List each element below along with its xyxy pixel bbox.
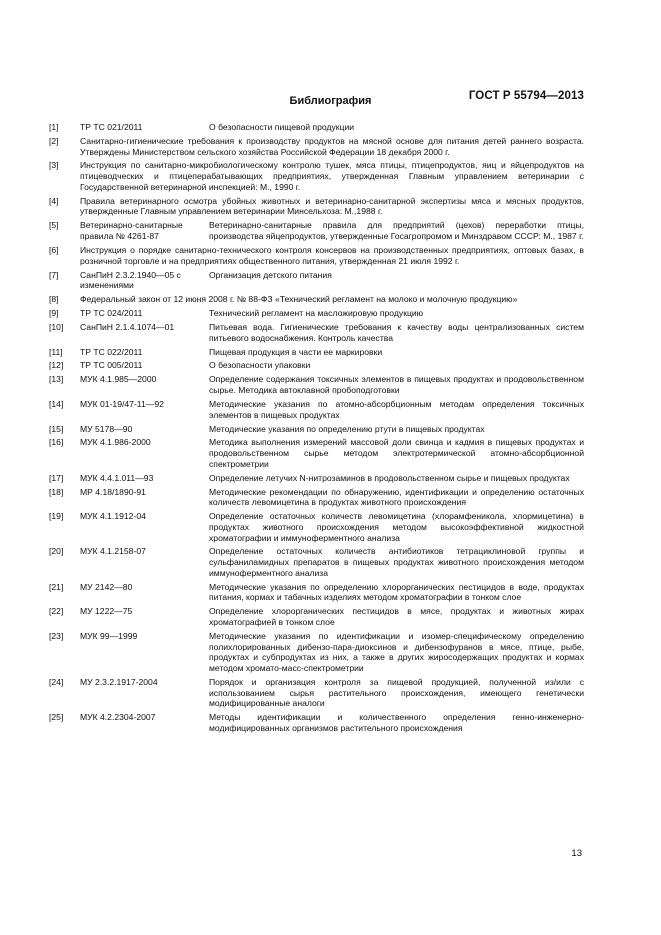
entry-code: МР 4.18/1890-91 xyxy=(80,486,146,497)
entry-code: МУК 4.1.2158-07 xyxy=(80,546,146,557)
entry-code: МУ 2.3.2.1917-2004 xyxy=(80,676,158,687)
entry-text: Определение хлорорганических пестицидов в мясе, продуктах и животных жирах хроматографией в тонком слое xyxy=(209,606,584,628)
bibliography-entry xyxy=(49,487,584,508)
bibliography-entry xyxy=(49,399,584,420)
entry-text: Методические указания по определению хлорорганических пестицидов в воде, продуктах питания, кормах и табачных изделиях методом хроматографии в тонком слое xyxy=(209,581,584,603)
entry-text: Методы идентификации и количественного определения генно-инженерно-модифицированных организмов растительного происхождения xyxy=(209,712,584,733)
entry-text: Методические указания по атомно-абсорбционным методам определения токсичных элементов в пищевых продуктах xyxy=(209,398,584,420)
entry-number: [2] xyxy=(49,135,59,146)
entry-code: МУК 4.1.986-2000 xyxy=(80,437,151,448)
entry-code: СанПиН 2.3.2.1940—05 с изменениями xyxy=(80,269,181,291)
bibliography-entry xyxy=(49,437,584,469)
entry-text: Инструкция по санитарно-микробиологическому контролю тушек, мяса птицы, птицепродуктов, яиц и яйцепродуктов на птицеводческих и птицеперабатывающих предприятиях, утвержденная Главным управлением ветеринарии с Государственной ветеринарной инспекцией: М., 1990 г. xyxy=(80,160,584,192)
entry-text: Методические указания по идентификации и изомер-специфическому определению полихлорированных дибензо-пара-диоксинов и дибензофуранов в мясе, птице, рыбе, продуктах и субпродуктах из них, а также в других жиросодержащих продуктах и кормах методом хромато-масс-спектрометрии xyxy=(209,630,584,674)
entry-code: МУК 4.2.2304-2007 xyxy=(80,712,156,723)
bibliography-entry xyxy=(49,546,584,578)
entry-code: МУК 01-19/47-11—92 xyxy=(80,398,164,409)
entry-number: [22] xyxy=(49,606,64,617)
entry-code: ТР ТС 021/2011 xyxy=(80,122,143,132)
bibliography-entry xyxy=(49,220,584,241)
entry-code: СанПиН 2.1.4.1074—01 xyxy=(80,321,175,332)
entry-number: [23] xyxy=(49,630,64,641)
entry-text: Санитарно-гигиенические требования к производству продуктов на мясной основе для питания детей раннего возраста. Утверждены Министерством сельского хозяйства Российской Федерации 18 декабря 2000 г. xyxy=(80,135,584,157)
entry-code: МУ 5178—90 xyxy=(80,423,133,434)
entry-text: О безопасности пищевой продукции xyxy=(209,122,355,132)
entry-number: [3] xyxy=(49,160,59,171)
bibliography-entry xyxy=(49,511,584,543)
entry-number: [11] xyxy=(49,346,63,357)
bibliography-entry xyxy=(49,631,584,674)
entry-code: ТР ТС 024/2011 xyxy=(80,308,143,319)
entry-text: Правила ветеринарного осмотра убойных животных и ветеринарно-санитарной экспертизы мяса и мясных продуктов, утвержденные Главным управлением ветеринарии Минсельхоза: М.,1988 г. xyxy=(80,195,584,217)
entry-number: [7] xyxy=(49,269,59,280)
bibliography-entry xyxy=(49,677,584,709)
bibliography-entry xyxy=(49,712,584,733)
entry-number: [24] xyxy=(49,676,64,687)
entry-number: [5] xyxy=(49,220,59,231)
entry-code: МУК 4.4.1.011—93 xyxy=(80,472,154,483)
entry-code: ТР ТС 022/2011 xyxy=(80,346,143,357)
entry-number: [9] xyxy=(49,308,59,319)
entry-number: [10] xyxy=(49,321,64,332)
bibliography-entry xyxy=(49,294,584,305)
bibliography-entry xyxy=(49,424,584,435)
bibliography-entry xyxy=(49,270,584,291)
entry-number: [17] xyxy=(49,472,64,483)
entry-number: [18] xyxy=(49,486,64,497)
entry-text: Методика выполнения измерений массовой доли свинца и кадмия в пищевых продуктах и продовольственном сырье методом электротермической атомно-абсорбционной спектрометрии xyxy=(209,437,584,469)
bibliography-entry xyxy=(49,196,584,217)
entry-number: [20] xyxy=(49,546,64,557)
entry-code: МУК 99—1999 xyxy=(80,630,138,641)
entry-number: [15] xyxy=(49,423,64,434)
standard-code: ГОСТ Р 55794—2013 xyxy=(468,90,584,102)
entry-text: Технический регламент на масложировую продукцию xyxy=(209,308,424,319)
entry-code: ТР ТС 005/2011 xyxy=(80,360,143,371)
bibliography-entry xyxy=(49,308,584,319)
page-title: Библиография xyxy=(289,95,372,107)
bibliography-entry xyxy=(49,322,584,343)
entry-text: Определение остаточных количеств антибиотиков тетрациклиновой группы и сульфаниламидных препаратов в пищевых продуктах животного происхождения методом иммуноферментного анализа xyxy=(209,546,584,578)
bibliography-entry xyxy=(49,473,584,484)
entry-number: [4] xyxy=(49,195,59,206)
entry-number: [1] xyxy=(49,122,59,132)
entry-text: Организация детского питания xyxy=(209,269,332,280)
entry-number: [14] xyxy=(49,398,64,409)
entry-text: Ветеринарно-санитарные правила для предприятий (цехов) переработки птицы, производства яйцепродуктов, утвержденные Госагропромом и Минздравом СССР: М., 1987 г. xyxy=(209,220,584,242)
entry-number: [13] xyxy=(49,374,64,385)
entry-code: МУК 4.1.1912-04 xyxy=(80,511,146,522)
entry-number: [8] xyxy=(49,294,59,305)
entry-text: О безопасности упаковки xyxy=(209,360,311,371)
bibliography-list xyxy=(49,122,584,737)
entry-text: Инструкция о порядке санитарно-технического контроля консервов на производственных предприятиях, оптовых базах, в розничной торговле и на предприятиях общественного питания, утвержденная 21 июля 1992 г. xyxy=(80,244,584,266)
entry-code: МУ 2142—80 xyxy=(80,581,133,592)
bibliography-entry xyxy=(49,582,584,603)
entry-number: [6] xyxy=(49,244,59,255)
entry-number: [16] xyxy=(49,437,64,448)
entry-text: Методические рекомендации по обнаружению, идентификации и определению остаточных количеств левомицетина в продуктах животного происхождения xyxy=(209,486,584,508)
page-number: 13 xyxy=(571,848,582,859)
entry-text: Методические указания по определению ртути в пищевых продуктах xyxy=(209,423,485,434)
entry-number: [12] xyxy=(49,360,64,371)
entry-text: Пищевая продукция в части ее маркировки xyxy=(209,346,383,357)
entry-text: Определение летучих N-нитрозаминов в продовольственном сырье и пищевых продуктах xyxy=(209,472,570,483)
entry-number: [21] xyxy=(49,581,64,592)
entry-text: Порядок и организация контроля за пищевой продукцией, полученной из/или с использованием сырья растительного происхождения, имеющего генетически модифицированные аналоги xyxy=(209,676,584,709)
entry-number: [25] xyxy=(49,712,64,723)
bibliography-entry xyxy=(49,347,584,358)
entry-code: МУК 4.1.985—2000 xyxy=(80,374,157,385)
bibliography-entry xyxy=(49,360,584,371)
bibliography-entry xyxy=(49,606,584,627)
entry-code: МУ 1222—75 xyxy=(80,606,133,617)
entry-code: Ветеринарно-санитарные правила № 4261-87 xyxy=(80,220,183,242)
entry-number: [19] xyxy=(49,511,64,522)
entry-text: Питьевая вода. Гигиенические требования к качеству воды централизованных систем питьевого водоснабжения. Контроль качества xyxy=(209,321,584,343)
bibliography-entry xyxy=(49,122,584,133)
entry-text: Федеральный закон от 12 июня 2008 г. № 88-ФЗ «Технический регламент на молоко и молочную продукцию» xyxy=(80,294,518,305)
bibliography-entry xyxy=(49,136,584,157)
bibliography-entry xyxy=(49,374,584,395)
entry-text: Определение содержания токсичных элементов в пищевых продуктах и продовольственном сырье. Методика автоклавной пробоподготовки xyxy=(209,374,584,396)
entry-text: Определение остаточных количеств левомицетина (хлорамфеникола, хлормицетина) в продуктах животного происхождения методом высокоэффективной жидкостной хроматографии и иммуноферментного анализа xyxy=(209,511,584,543)
bibliography-entry xyxy=(49,245,584,266)
bibliography-entry xyxy=(49,160,584,192)
